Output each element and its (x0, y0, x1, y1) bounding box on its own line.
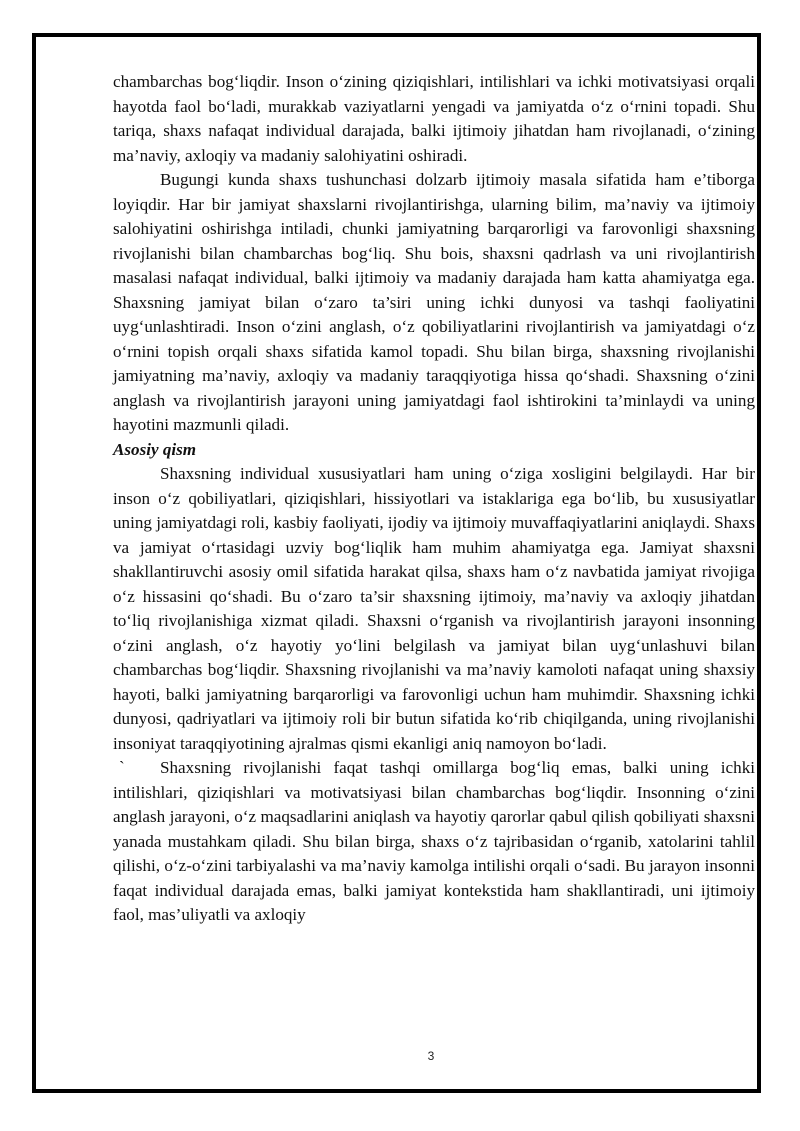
page-number: 3 (427, 1049, 435, 1063)
stray-mark: ` (119, 758, 125, 777)
paragraph-2: Bugungi kunda shaxs tushunchasi dolzarb ijtimoiy masala sifatida ham e’tiborga loyiqdir. Har bir jamiyat shaxslarni rivojlantirishga, ularning bilim, ma’naviy va ijtimoiy salohiyatini oshirishga intiladi, chunki jamiyatning barqarorligi va farovonligi shaxsning rivojlanishi bilan chambarchas bog‘liq. Shu bois, shaxsni qadrlash va uni rivojlantirish masalasi nafaqat individual, balki ijtimoiy va madaniy darajada ham katta ahamiyatga ega. Shaxsning jamiyat bilan o‘zaro ta’siri uning ichki dunyosi va tashqi faoliyatini uyg‘unlashtiradi. Inson o‘zini anglash, o‘z qobiliyatlarini rivojlantirish va jamiyatdagi o‘z o‘rnini topish orqali shaxs sifatida kamol topadi. Shu bilan birga, shaxsning rivojlanishi jamiyatning ma’naviy, axloqiy va madaniy taraqqiyotiga hissa qo‘shadi. Shaxsning o‘zini anglash va rivojlantirish jarayoni uning jamiyatdagi faol ishtirokini ta’minlaydi va uning hayotini mazmunli qiladi. (113, 170, 755, 434)
document-body (113, 70, 755, 928)
paragraph-continuation: chambarchas bog‘liqdir. Inson o‘zining qiziqishlari, intilishlari va ichki motivatsiyasi orqali hayotda faol bo‘ladi, murakkab vaziyatlarni yengadi va jamiyatda o‘z o‘rnini topadi. Shu tariqa, shaxs nafaqat individual darajada, balki ijtimoiy jihatdan ham rivojlanadi, o‘zining ma’naviy, axloqiy va madaniy salohiyatini oshiradi. (113, 72, 755, 165)
paragraph-3: Shaxsning individual xususiyatlari ham uning o‘ziga xosligini belgilaydi. Har bir inson o‘z qobiliyatlari, qiziqishlari, hissiyotlari va istaklariga ega bo‘lib, bu xususiyatlar uning jamiyatdagi roli, kasbiy faoliyati, ijodiy va ijtimoiy muvaffaqiyatlarini aniqlaydi. Shaxs va jamiyat o‘rtasidagi uzviy bog‘liqlik ham muhim ahamiyatga ega. Jamiyat shaxsni shakllantiruvchi asosiy omil sifatida harakat qilsa, shaxs ham o‘z navbatida jamiyat rivojiga o‘z hissasini qo‘shadi. Bu o‘zaro ta’sir shaxsning ijtimoiy, ma’naviy va axloqiy jihatdan to‘liq rivojlanishiga xizmat qiladi. Shaxsni o‘rganish va rivojlantirish jarayoni insonning o‘zini anglash, o‘z hayotiy yo‘lini belgilash va jamiyat bilan uyg‘unlashuvi bilan chambarchas bog‘liqdir. Shaxsning rivojlanishi va ma’naviy kamoloti nafaqat uning shaxsiy hayoti, balki jamiyatning barqarorligi va farovonligi uchun ham muhimdir. Shaxsning ichki dunyosi, qadriyatlari va ijtimoiy roli bir butun sifatida ko‘rib chiqilganda, uning rivojlanishi insoniyat taraqqiyotining ajralmas qismi ekanligi aniq namoyon bo‘ladi. (113, 464, 756, 753)
section-heading: Asosiy qism (113, 439, 197, 459)
paragraph-4: Shaxsning rivojlanishi faqat tashqi omillarga bog‘liq emas, balki uning ichki intilishlari, qiziqishlari va motivatsiyasi bilan chambarchas bog‘liqdir. Insonning o‘zini anglash jarayoni, o‘z maqsadlarini aniqlash va hayotiy qarorlar qabul qilish qobiliyati shaxsni yanada mustahkam qiladi. Shu bilan birga, shaxs o‘z tajribasidan o‘rganib, xatolarini tahlil qilishi, o‘z-o‘zini tarbiyalashi va ma’naviy kamolga intilishi orqali o‘sadi. Bu jarayon insonni faqat individual darajada emas, balki jamiyat kontekstida ham shakllantiradi, uni ijtimoiy faol, mas’uliyatli va axloqiy (113, 758, 755, 924)
paragraph-4-row (113, 756, 755, 928)
